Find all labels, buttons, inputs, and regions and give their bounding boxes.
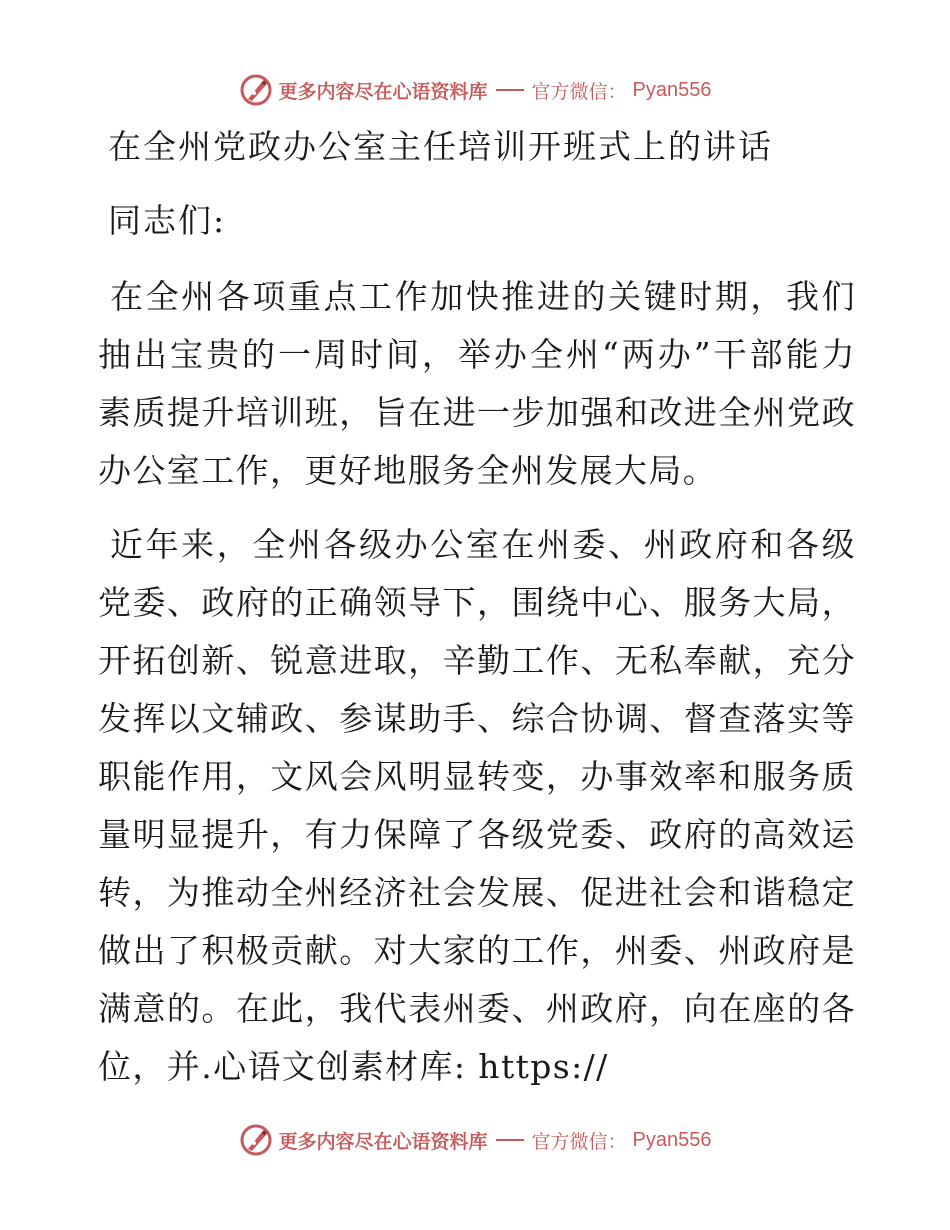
watermark-wechat-id: Pyan556 [632,78,712,101]
paragraph-2: 近年来，全州各级办公室在州委、州政府和各级党委、政府的正确领导下，围绕中心、服务大局，开拓创新、锐意进取，辛勤工作、无私奉献，充分发挥以文辅政、参谋助手、综合协调、督查落实等职能作用，文风会风明显转变，办事效率和服务质量明显提升，有力保障了各级党委、政府的高效运转，为推动全州经济社会发展、促进社会和谐稳定做出了积极贡献。对大家的工作，州委、州政府是满意的。在此，我代表州委、州政府，向在座的各位，并.心语文创素材库: https:// [98,525,856,1086]
document-title: 在全州党政办公室主任培训开班式上的讲话 [108,127,773,166]
paragraph-1: 在全州各项重点工作加快推进的关键时期，我们抽出宝贵的一周时间，举办全州“两办”干部能力素质提升培训班，旨在进一步加强和改进全州党政办公室工作，更好地服务全州发展大局。 [98,277,856,490]
watermark-wechat-label: 官方微信： [531,1130,627,1153]
watermark-dash [496,1139,524,1141]
footer-watermark [0,1120,950,1160]
header-watermark [0,70,950,110]
pen-logo-icon [239,1123,273,1157]
watermark-wechat-id: Pyan556 [632,1128,712,1151]
watermark-text: 更多内容尽在心语资料库 [278,1130,488,1153]
watermark-text: 更多内容尽在心语资料库 [278,80,488,103]
pen-logo-icon [239,73,273,107]
salutation: 同志们: [108,201,227,240]
watermark-dash [496,89,524,91]
watermark-wechat-label: 官方微信： [531,80,627,103]
